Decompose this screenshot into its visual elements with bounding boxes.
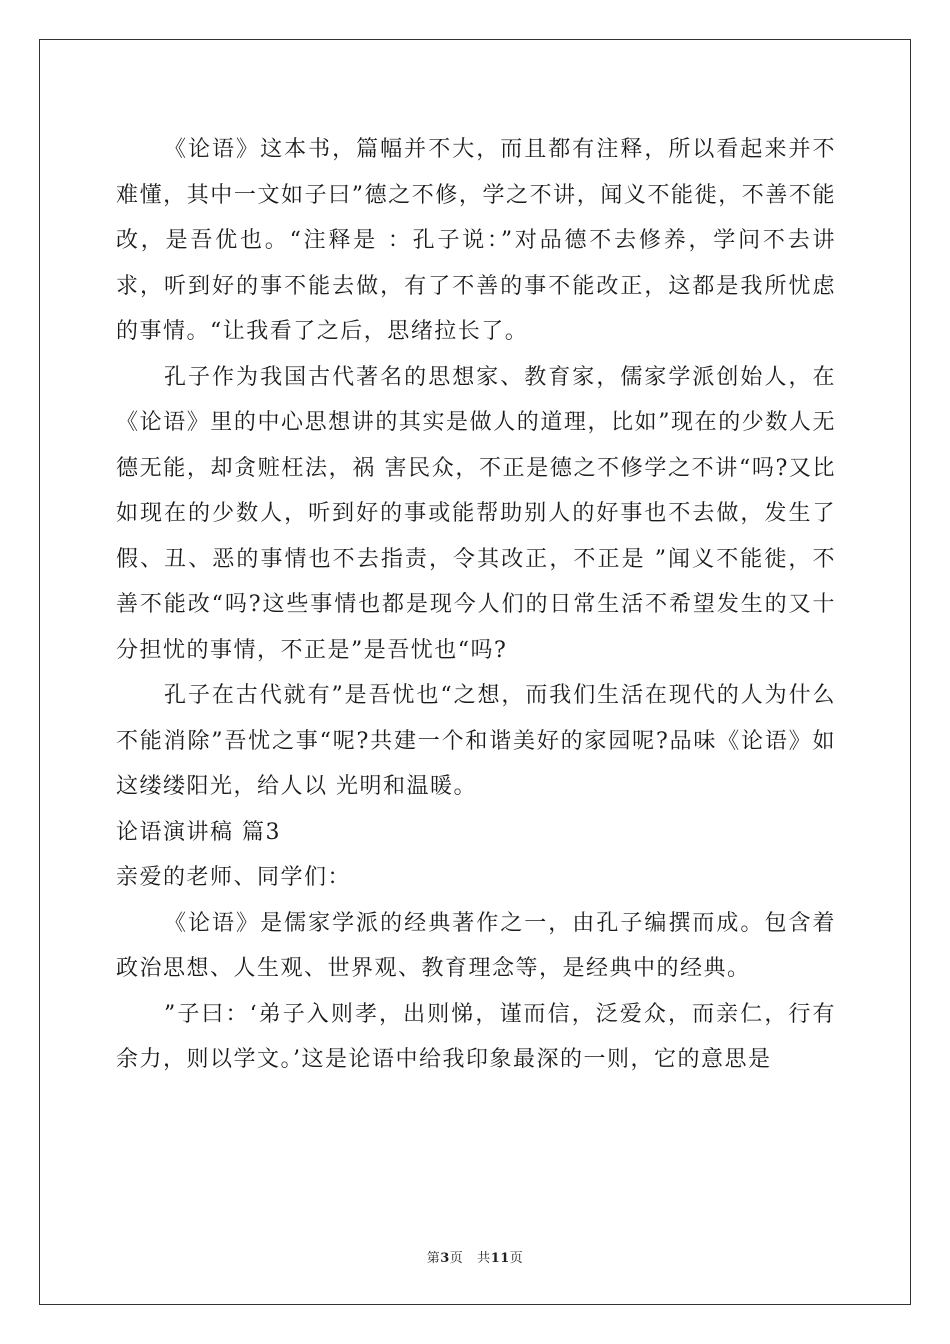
page-prefix: 第	[426, 1251, 441, 1266]
total-suffix: 页	[509, 1251, 524, 1266]
paragraph: 孔子作为我国古代著名的思想家、教育家，儒家学派创始人，在《论语》里的中心思想讲的其实是做人的道理，比如”现在的少数人无德无能，却贪赃枉法，祸 害民众，不正是德之不修学之不讲“吗?又比如现在的少数人，听到好的事或能帮助别人的好事也不去做，发生了假、丑、恶的事情也不去指责，令其改正，不正是 ”闻义不能徙，不善不能改“吗?这些事情也都是现今人们的日常生活不希望发生的又十分担忧的事情，不正是”是吾忧也“吗?	[116, 364, 836, 663]
paragraph: 《论语》是儒家学派的经典著作之一，由孔子编撰而成。包含着政治思想、人生观、世界观、教育理念等，是经典中的经典。	[116, 910, 836, 981]
paragraph: 孔子在古代就有”是吾忧也“之想，而我们生活在现代的人为什么不能消除”吾忧之事“呢?共建一个和谐美好的家园呢?品味《论语》如这缕缕阳光，给人以 光明和温暖。	[116, 683, 836, 799]
total-prefix: 共	[477, 1251, 491, 1266]
section-heading: 论语演讲稿 篇3	[116, 819, 281, 845]
paragraph: ”子曰：‘弟子入则孝，出则悌，谨而信，泛爱众，而亲仁，行有余力，则以学文。’这是论语中给我印象最深的一则，它的意思是	[116, 1001, 836, 1072]
total-pages: 11	[490, 1251, 510, 1266]
page-footer	[0, 1247, 950, 1266]
document-body	[116, 127, 836, 1083]
paragraph: 《论语》这本书，篇幅并不大，而且都有注释，所以看起来并不难懂，其中一文如子曰”德之不修，学之不讲，闻义不能徙，不善不能改，是吾优也。“注释是 ：孔子说：”对品德不去修养，学问不去讲求，听到好的事不能去做，有了不善的事不能改正，这都是我所忧虑的事情。“让我看了之后，思绪拉长了。	[116, 137, 836, 344]
page-number: 3	[440, 1251, 450, 1266]
page-suffix: 页	[449, 1251, 464, 1266]
salutation: 亲爱的老师、同学们：	[116, 865, 352, 890]
